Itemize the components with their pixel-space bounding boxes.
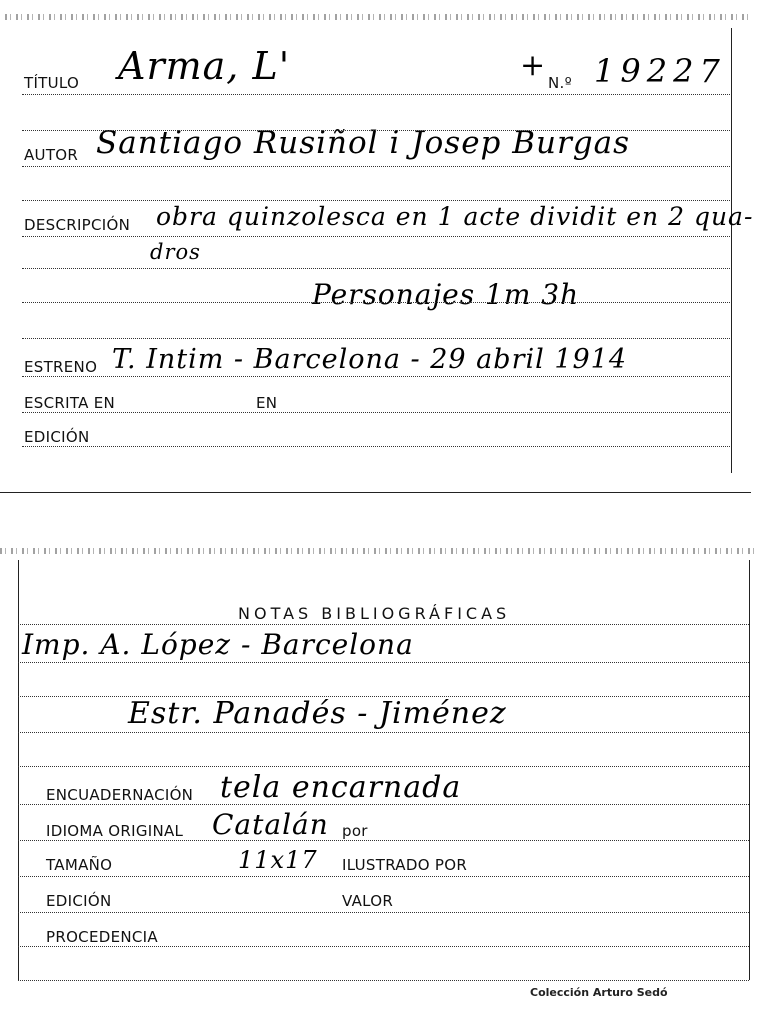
- valor-label: VALOR: [342, 892, 394, 910]
- por-label: por: [342, 822, 368, 840]
- rule: [18, 946, 749, 947]
- collection-footer: Colección Arturo Sedó: [530, 986, 668, 999]
- descripcion-line1: obra quinzolesca en 1 acte dividit en 2 qua-: [156, 202, 754, 231]
- rule: [22, 302, 730, 303]
- numero-label: N.º: [548, 74, 572, 92]
- autor-label: AUTOR: [24, 146, 79, 164]
- titulo-label: TÍTULO: [24, 74, 80, 92]
- descripcion-label: DESCRIPCIÓN: [24, 216, 131, 234]
- card1-top-edge: [5, 14, 750, 20]
- edicion1-label: EDICIÓN: [24, 428, 90, 446]
- idioma-value: Catalán: [212, 808, 329, 841]
- rule: [18, 876, 749, 877]
- numero-prefix: +: [520, 48, 547, 83]
- rule: [22, 268, 730, 269]
- card-separator: [0, 492, 751, 493]
- rule: [18, 732, 749, 733]
- autor-value: Santiago Rusiñol i Josep Burgas: [96, 125, 631, 161]
- card1-right-border: [731, 28, 732, 473]
- rule: [22, 130, 730, 131]
- numero-value: 19227: [594, 52, 726, 90]
- encuadernacion-value: tela encarnada: [220, 770, 462, 805]
- rule: [22, 412, 730, 413]
- en-label: EN: [256, 394, 278, 412]
- rule: [18, 840, 749, 841]
- rule: [18, 766, 749, 767]
- tamano-label: TAMAÑO: [46, 856, 113, 874]
- rule: [22, 200, 730, 201]
- rule: [22, 338, 730, 339]
- rule: [22, 446, 730, 447]
- ilustrado-label: ILUSTRADO POR: [342, 856, 468, 874]
- edicion2-label: EDICIÓN: [46, 892, 112, 910]
- rule: [18, 804, 749, 805]
- notas-heading: NOTAS BIBLIOGRÁFICAS: [238, 604, 511, 623]
- descripcion-line3: Personajes 1m 3h: [312, 278, 580, 311]
- tamano-value: 11x17: [238, 846, 318, 874]
- estreno-value: T. Intim - Barcelona - 29 abril 1914: [112, 344, 628, 375]
- card2-top-edge: [0, 548, 755, 554]
- procedencia-label: PROCEDENCIA: [46, 928, 158, 946]
- rule: [22, 236, 730, 237]
- rule: [22, 376, 730, 377]
- descripcion-line2: dros: [150, 240, 201, 264]
- note-line2: Estr. Panadés - Jiménez: [128, 696, 507, 731]
- rule: [18, 624, 749, 625]
- titulo-value: Arma, L': [118, 44, 291, 88]
- escrita-label: ESCRITA EN: [24, 394, 116, 412]
- note-line1: Imp. A. López - Barcelona: [22, 628, 414, 661]
- idioma-label: IDIOMA ORIGINAL: [46, 822, 184, 840]
- estreno-label: ESTRENO: [24, 358, 98, 376]
- card2-right-border: [749, 560, 750, 980]
- rule: [18, 980, 749, 981]
- rule: [22, 166, 730, 167]
- rule: [18, 912, 749, 913]
- encuadernacion-label: ENCUADERNACIÓN: [46, 786, 194, 804]
- card2-left-border: [18, 560, 19, 980]
- rule: [22, 94, 730, 95]
- rule: [18, 662, 749, 663]
